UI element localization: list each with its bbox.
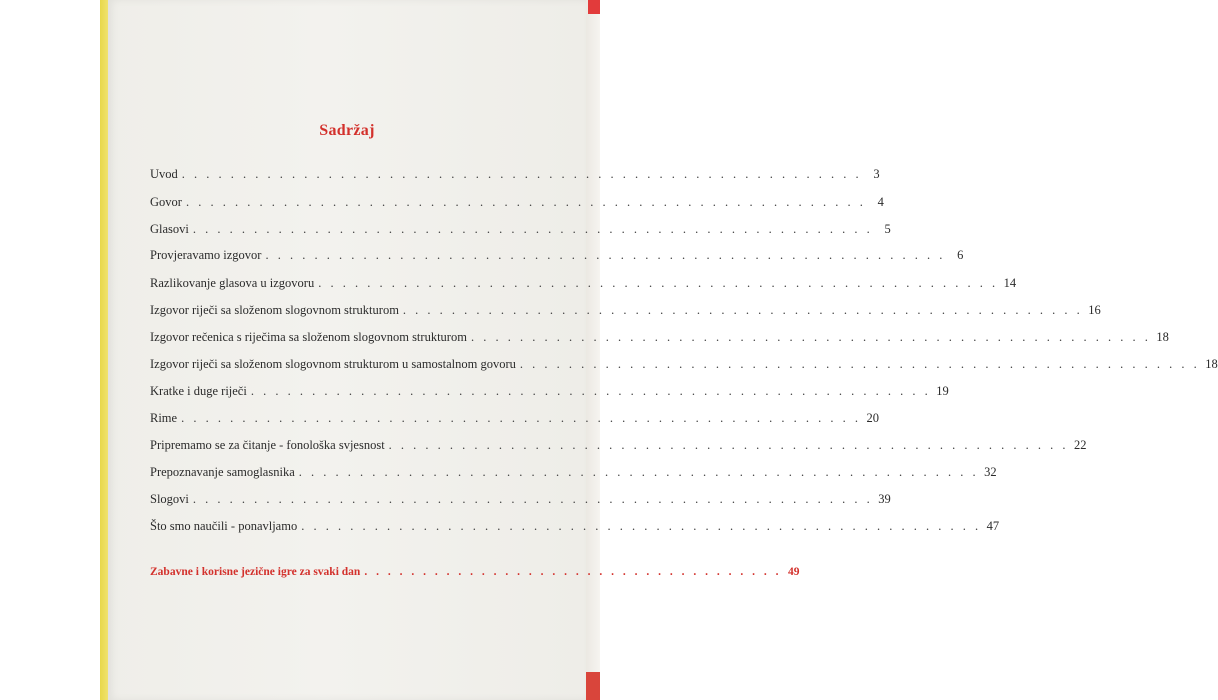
toc-entry-label: Slogovi xyxy=(150,492,189,506)
toc-leader-dots: . . . . . . . . . . . . . . . . . . . . . . . . . . . . . . . . . . . . xyxy=(364,566,782,578)
toc-entry-label: Provjeravamo izgovor xyxy=(150,248,262,262)
toc-leader-dots: . . . . . . . . . . . . . . . . . . . . . . . . . . . . . . . . . . . . . . . . . . . . . . . . . . . . . . . . xyxy=(298,465,979,479)
toc-entry-page: 6 xyxy=(957,248,964,262)
toc-entry xyxy=(150,492,891,512)
toc-entry-page: 5 xyxy=(884,222,891,236)
toc-entry-label: Razlikovanje glasova u izgovoru xyxy=(150,276,315,290)
table-of-contents xyxy=(108,0,1218,700)
book-page xyxy=(108,0,1218,700)
toc-entry-label: Govor xyxy=(150,195,182,209)
toc-entry-page: 19 xyxy=(936,384,949,398)
toc-entry xyxy=(150,357,1218,377)
toc-entry-page: 4 xyxy=(877,195,884,209)
toc-entry xyxy=(150,519,1000,539)
toc-leader-dots: . . . . . . . . . . . . . . . . . . . . . . . . . . . . . . . . . . . . . . . . . . . . . . . . . . . . . . . . xyxy=(402,303,1083,317)
toc-entry-label: Glasovi xyxy=(150,222,189,236)
toc-entry-page: 14 xyxy=(1003,276,1017,290)
toc-leader-dots: . . . . . . . . . . . . . . . . . . . . . . . . . . . . . . . . . . . . . . . . . . . . . . . . . . . . . . . . xyxy=(181,167,862,181)
toc-entry-label: Izgovor riječi sa složenom slogovnom strukturom xyxy=(150,303,399,317)
toc-entry-page: 39 xyxy=(878,492,891,506)
toc-entry-page: 18 xyxy=(1156,330,1169,344)
toc-leader-dots: . . . . . . . . . . . . . . . . . . . . . . . . . . . . . . . . . . . . . . . . . . . . . . . . . . . . . . . . xyxy=(388,438,1069,452)
toc-entry-page: 47 xyxy=(986,519,1000,533)
toc-entry xyxy=(150,248,964,268)
toc-entry xyxy=(150,411,879,431)
toc-entry-page: 32 xyxy=(984,465,997,479)
toc-entry xyxy=(150,438,1087,458)
toc-leader-dots: . . . . . . . . . . . . . . . . . . . . . . . . . . . . . . . . . . . . . . . . . . . . . . . . . . . . . . . . xyxy=(250,384,931,398)
toc-entry xyxy=(150,195,884,215)
toc-entry xyxy=(150,384,949,404)
toc-leader-dots: . . . . . . . . . . . . . . . . . . . . . . . . . . . . . . . . . . . . . . . . . . . . . . . . . . . . . . . . xyxy=(318,276,999,290)
toc-leader-dots: . . . . . . . . . . . . . . . . . . . . . . . . . . . . . . . . . . . . . . . . . . . . . . . . . . . . . . . . xyxy=(192,492,873,506)
toc-leader-dots: . . . . . . . . . . . . . . . . . . . . . . . . . . . . . . . . . . . . . . . . . . . . . . . . . . . . . . . . xyxy=(519,357,1200,371)
toc-entry-label: Što smo naučili - ponavljamo xyxy=(150,519,298,533)
toc-entry xyxy=(150,303,1101,323)
toc-entry-highlighted xyxy=(150,566,800,586)
toc-entry-label: Prepoznavanje samoglasnika xyxy=(150,465,295,479)
page-title: Sadržaj xyxy=(319,122,375,139)
cover-red-corner-top xyxy=(588,0,600,14)
toc-entry-page: 22 xyxy=(1074,438,1087,452)
toc-entry xyxy=(150,330,1169,350)
toc-entry-label: Izgovor rečenica s riječima sa složenom slogovnom strukturom xyxy=(150,330,467,344)
toc-entry xyxy=(150,465,997,485)
toc-entry-label: Izgovor riječi sa složenom slogovnom strukturom u samostalnom govoru xyxy=(150,357,516,371)
toc-entry-page: 18 xyxy=(1205,357,1218,371)
toc-entry-page: 20 xyxy=(866,411,879,425)
toc-leader-dots: . . . . . . . . . . . . . . . . . . . . . . . . . . . . . . . . . . . . . . . . . . . . . . . . . . . . . . . . xyxy=(301,519,982,533)
toc-entry-page: 16 xyxy=(1088,303,1101,317)
toc-entry-label: Kratke i duge riječi xyxy=(150,384,247,398)
toc-leader-dots: . . . . . . . . . . . . . . . . . . . . . . . . . . . . . . . . . . . . . . . . . . . . . . . . . . . . . . . . xyxy=(265,248,946,262)
toc-entry-label: Zabavne i korisne jezične igre za svaki dan xyxy=(150,566,361,578)
toc-entry-page: 49 xyxy=(787,566,800,578)
toc-entry-label: Uvod xyxy=(150,167,178,181)
toc-leader-dots: . . . . . . . . . . . . . . . . . . . . . . . . . . . . . . . . . . . . . . . . . . . . . . . . . . . . . . . . xyxy=(470,330,1151,344)
toc-entry xyxy=(150,276,1017,296)
toc-leader-dots: . . . . . . . . . . . . . . . . . . . . . . . . . . . . . . . . . . . . . . . . . . . . . . . . . . . . . . . . xyxy=(185,195,866,209)
toc-entry xyxy=(150,222,891,242)
toc-leader-dots: . . . . . . . . . . . . . . . . . . . . . . . . . . . . . . . . . . . . . . . . . . . . . . . . . . . . . . . . xyxy=(192,222,873,236)
toc-entry-page: 3 xyxy=(873,167,880,181)
toc-entry xyxy=(150,167,880,187)
toc-entry-label: Rime xyxy=(150,411,178,425)
toc-entry-label: Pripremamo se za čitanje - fonološka svjesnost xyxy=(150,438,385,452)
toc-leader-dots: . . . . . . . . . . . . . . . . . . . . . . . . . . . . . . . . . . . . . . . . . . . . . . . . . . . . . . . . xyxy=(181,411,861,425)
